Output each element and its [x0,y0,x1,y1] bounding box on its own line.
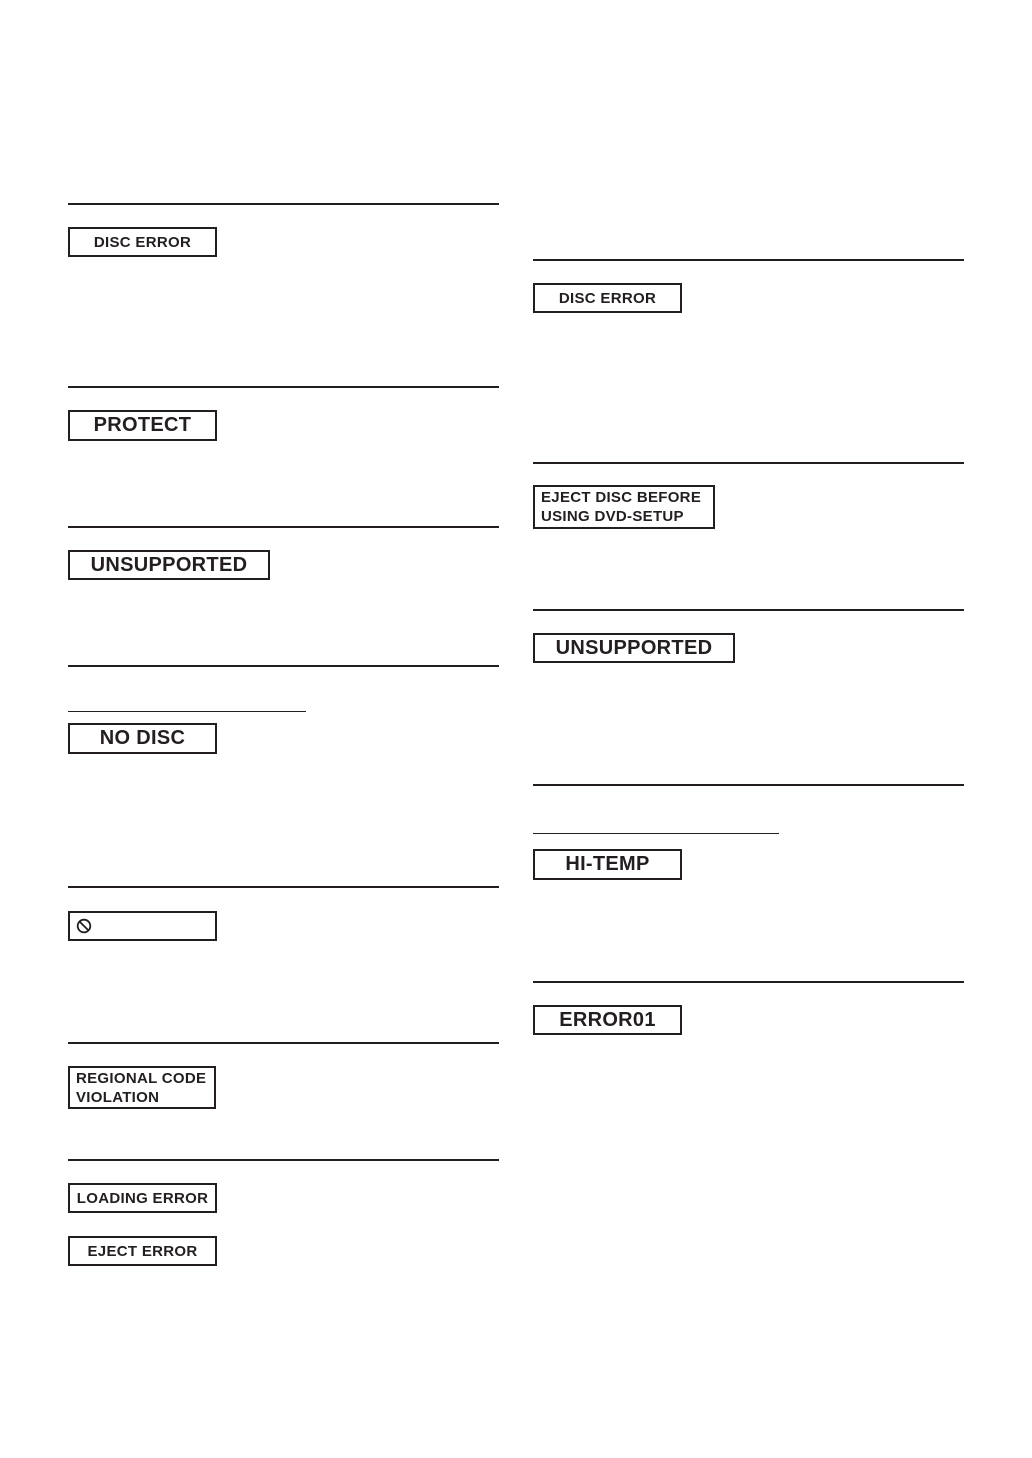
section-divider [533,784,964,786]
prohibited-icon [76,918,92,934]
eject-error-indicator: EJECT ERROR [68,1236,217,1266]
prohibited-indicator [68,911,217,941]
section-divider [68,203,499,205]
unsupported-indicator: UNSUPPORTED [68,550,270,580]
section-divider [68,1159,499,1161]
section-divider [68,886,499,888]
section-divider [68,665,499,667]
section-divider [68,1042,499,1044]
section-divider [68,526,499,528]
no-disc-indicator: NO DISC [68,723,217,754]
section-divider [533,462,964,464]
hi-temp-indicator: HI-TEMP [533,849,682,880]
indicator-line-1: EJECT DISC BEFORE [541,489,702,506]
indicator-line-2: USING DVD-SETUP [541,508,684,525]
indicator-line-2: VIOLATION [76,1088,160,1106]
section-divider [533,981,964,983]
protect-indicator: PROTECT [68,410,217,441]
indicator-line-1: REGIONAL CODE [76,1069,207,1087]
regional-code-violation-indicator [68,1066,216,1109]
subsection-underline [68,711,306,712]
unsupported-indicator: UNSUPPORTED [533,633,735,663]
disc-error-indicator: DISC ERROR [533,283,682,313]
disc-error-indicator: DISC ERROR [68,227,217,257]
error01-indicator: ERROR01 [533,1005,682,1035]
section-divider [68,386,499,388]
eject-disc-before-setup-indicator [533,485,715,529]
section-divider [533,609,964,611]
section-divider [533,259,964,261]
loading-error-indicator: LOADING ERROR [68,1183,217,1213]
subsection-underline [533,833,779,834]
